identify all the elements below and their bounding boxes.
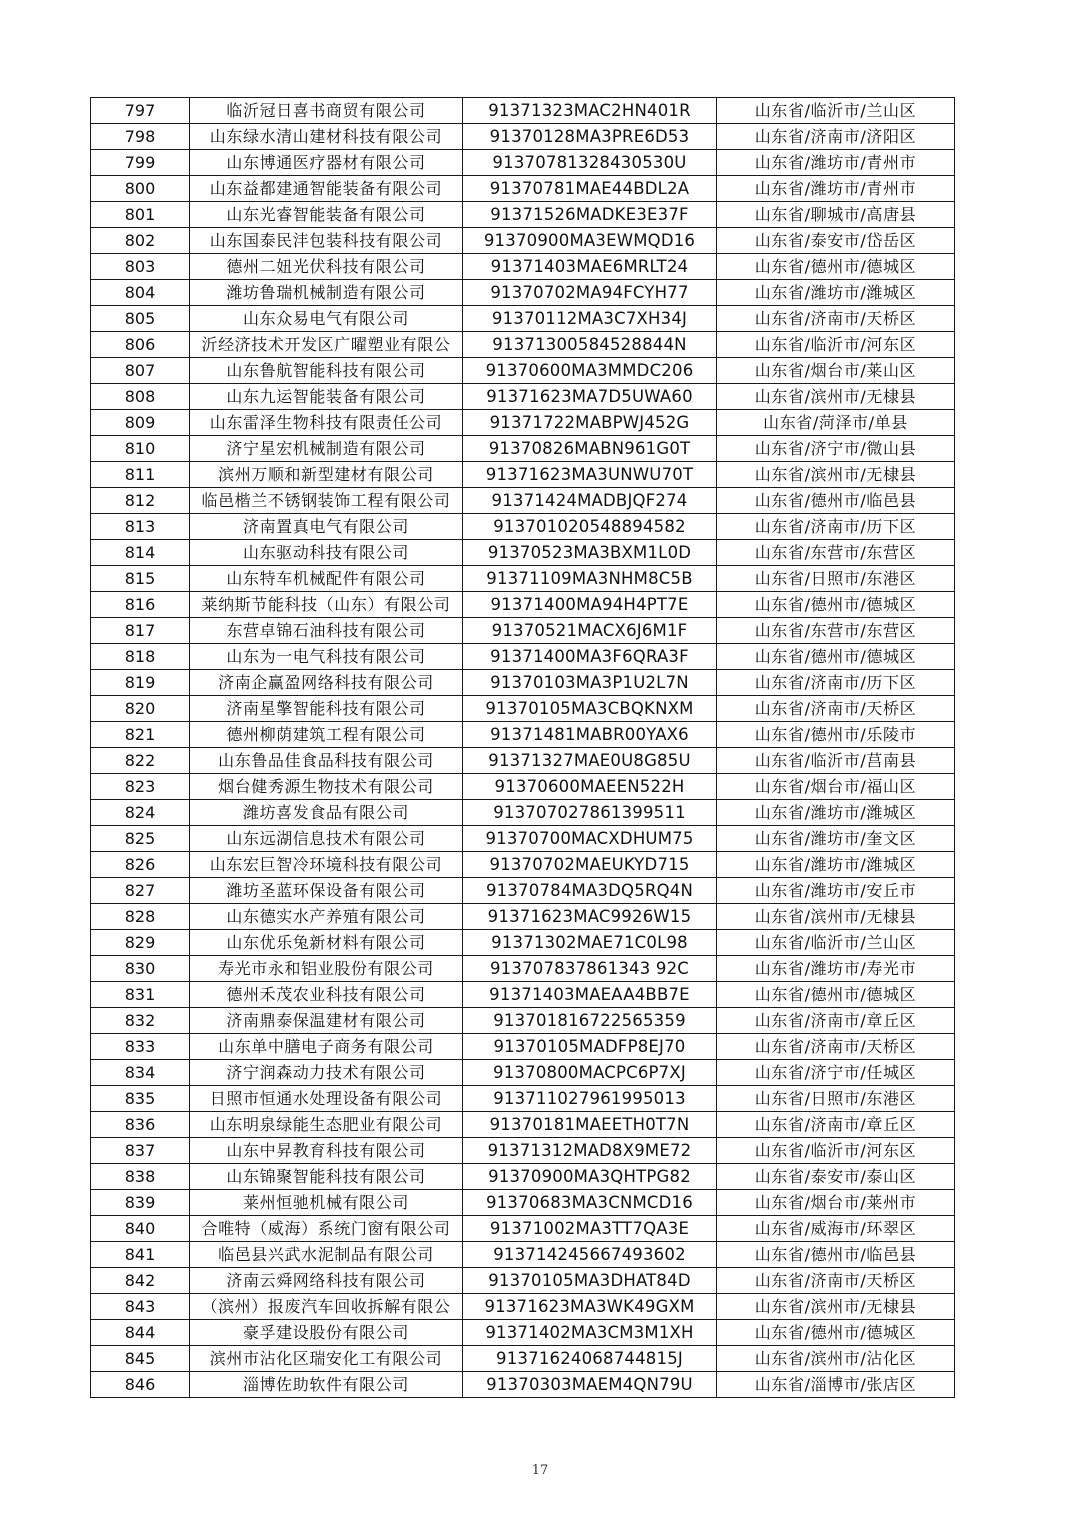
- table-row: [91, 1242, 955, 1268]
- row-index-cell: 822: [91, 748, 190, 774]
- credit-code-cell: 91371623MA3UNWU70T: [463, 462, 717, 488]
- company-name-cell: 山东宏巨智冷环境科技有限公司: [190, 852, 463, 878]
- company-name-cell: 日照市恒通水处理设备有限公司: [190, 1086, 463, 1112]
- company-name-cell: 山东光睿智能装备有限公司: [190, 202, 463, 228]
- credit-code-cell: 91370303MAEM4QN79U: [463, 1372, 717, 1398]
- region-cell: 山东省/菏泽市/单县: [717, 410, 955, 436]
- region-cell: 山东省/东营市/东营区: [717, 540, 955, 566]
- company-name-cell: 济南云舜网络科技有限公司: [190, 1268, 463, 1294]
- region-cell: 山东省/烟台市/莱州市: [717, 1190, 955, 1216]
- table-row: [91, 852, 955, 878]
- row-index-cell: 841: [91, 1242, 190, 1268]
- region-cell: 山东省/德州市/德城区: [717, 1320, 955, 1346]
- row-index-cell: 820: [91, 696, 190, 722]
- region-cell: 山东省/济南市/天桥区: [717, 1034, 955, 1060]
- table-row: [91, 1008, 955, 1034]
- company-name-cell: 临沂冠日喜书商贸有限公司: [190, 98, 463, 124]
- table-row: [91, 930, 955, 956]
- page-number: 17: [531, 1463, 549, 1478]
- table-row: [91, 1138, 955, 1164]
- company-name-cell: 德州二妞光伏科技有限公司: [190, 254, 463, 280]
- company-name-cell: 潍坊圣蓝环保设备有限公司: [190, 878, 463, 904]
- company-name-cell: 莱州恒驰机械有限公司: [190, 1190, 463, 1216]
- credit-code-cell: 91370781328430530U: [463, 150, 717, 176]
- table-row: [91, 254, 955, 280]
- row-index-cell: 842: [91, 1268, 190, 1294]
- region-cell: 山东省/威海市/环翠区: [717, 1216, 955, 1242]
- credit-code-cell: 913701020548894582: [463, 514, 717, 540]
- region-cell: 山东省/济南市/天桥区: [717, 306, 955, 332]
- table-row: [91, 488, 955, 514]
- row-index-cell: 823: [91, 774, 190, 800]
- row-index-cell: 844: [91, 1320, 190, 1346]
- row-index-cell: 828: [91, 904, 190, 930]
- region-cell: 山东省/济南市/章丘区: [717, 1112, 955, 1138]
- row-index-cell: 797: [91, 98, 190, 124]
- region-cell: 山东省/济南市/历下区: [717, 670, 955, 696]
- table-row: [91, 1346, 955, 1372]
- credit-code-cell: 91370105MA3DHAT84D: [463, 1268, 717, 1294]
- row-index-cell: 831: [91, 982, 190, 1008]
- row-index-cell: 801: [91, 202, 190, 228]
- table-row: [91, 1372, 955, 1398]
- row-index-cell: 813: [91, 514, 190, 540]
- table-row: [91, 306, 955, 332]
- region-cell: 山东省/泰安市/岱岳区: [717, 228, 955, 254]
- table-row: [91, 1112, 955, 1138]
- table-row: [91, 462, 955, 488]
- credit-code-cell: 91371722MABPWJ452G: [463, 410, 717, 436]
- region-cell: 山东省/济宁市/微山县: [717, 436, 955, 462]
- credit-code-cell: 91370521MACX6J6M1F: [463, 618, 717, 644]
- credit-code-cell: 91371403MAEAA4BB7E: [463, 982, 717, 1008]
- row-index-cell: 839: [91, 1190, 190, 1216]
- row-index-cell: 834: [91, 1060, 190, 1086]
- credit-code-cell: 913707837861343 92C: [463, 956, 717, 982]
- region-cell: 山东省/德州市/德城区: [717, 644, 955, 670]
- region-cell: 山东省/德州市/乐陵市: [717, 722, 955, 748]
- credit-code-cell: 91370900MA3QHTPG82: [463, 1164, 717, 1190]
- company-name-cell: 潍坊鲁瑞机械制造有限公司: [190, 280, 463, 306]
- row-index-cell: 815: [91, 566, 190, 592]
- credit-code-cell: 91370800MACPC6P7XJ: [463, 1060, 717, 1086]
- table-row: [91, 956, 955, 982]
- table-row: [91, 1268, 955, 1294]
- region-cell: 山东省/德州市/德城区: [717, 982, 955, 1008]
- region-cell: 山东省/潍坊市/奎文区: [717, 826, 955, 852]
- company-name-cell: 临邑楷兰不锈钢装饰工程有限公司: [190, 488, 463, 514]
- region-cell: 山东省/烟台市/福山区: [717, 774, 955, 800]
- company-name-cell: 山东特车机械配件有限公司: [190, 566, 463, 592]
- region-cell: 山东省/潍坊市/潍城区: [717, 852, 955, 878]
- table-row: [91, 150, 955, 176]
- credit-code-cell: 91371400MA3F6QRA3F: [463, 644, 717, 670]
- credit-code-cell: 91371403MAE6MRLT24: [463, 254, 717, 280]
- table-row: [91, 1216, 955, 1242]
- company-name-cell: 豪孚建设股份有限公司: [190, 1320, 463, 1346]
- region-cell: 山东省/济南市/济阳区: [717, 124, 955, 150]
- region-cell: 山东省/滨州市/无棣县: [717, 1294, 955, 1320]
- company-name-cell: 山东优乐兔新材料有限公司: [190, 930, 463, 956]
- credit-code-cell: 91371481MABR00YAX6: [463, 722, 717, 748]
- row-index-cell: 809: [91, 410, 190, 436]
- company-name-cell: 山东益都建通智能装备有限公司: [190, 176, 463, 202]
- credit-code-cell: 91371402MA3CM3M1XH: [463, 1320, 717, 1346]
- credit-code-cell: 91371424MADBJQF274: [463, 488, 717, 514]
- company-name-cell: 山东明泉绿能生态肥业有限公司: [190, 1112, 463, 1138]
- credit-code-cell: 91370112MA3C7XH34J: [463, 306, 717, 332]
- credit-code-cell: 91371302MAE71C0L98: [463, 930, 717, 956]
- row-index-cell: 827: [91, 878, 190, 904]
- table-row: [91, 826, 955, 852]
- credit-code-cell: 91371323MAC2HN401R: [463, 98, 717, 124]
- company-name-cell: 山东雷泽生物科技有限责任公司: [190, 410, 463, 436]
- row-index-cell: 810: [91, 436, 190, 462]
- company-name-cell: 山东中昇教育科技有限公司: [190, 1138, 463, 1164]
- table-row: [91, 982, 955, 1008]
- region-cell: 山东省/临沂市/兰山区: [717, 98, 955, 124]
- table-row: [91, 1164, 955, 1190]
- table-row: [91, 696, 955, 722]
- company-name-cell: 德州柳荫建筑工程有限公司: [190, 722, 463, 748]
- credit-code-cell: 91370781MAE44BDL2A: [463, 176, 717, 202]
- company-name-cell: 合唯特（威海）系统门窗有限公司: [190, 1216, 463, 1242]
- row-index-cell: 846: [91, 1372, 190, 1398]
- region-cell: 山东省/德州市/临邑县: [717, 1242, 955, 1268]
- company-name-cell: 山东鲁品佳食品科技有限公司: [190, 748, 463, 774]
- credit-code-cell: 91371109MA3NHM8C5B: [463, 566, 717, 592]
- region-cell: 山东省/德州市/德城区: [717, 592, 955, 618]
- region-cell: 山东省/潍坊市/安丘市: [717, 878, 955, 904]
- row-index-cell: 829: [91, 930, 190, 956]
- company-name-cell: 济南置真电气有限公司: [190, 514, 463, 540]
- table-row: [91, 644, 955, 670]
- row-index-cell: 818: [91, 644, 190, 670]
- company-name-cell: 山东国泰民沣包装科技有限公司: [190, 228, 463, 254]
- region-cell: 山东省/济宁市/任城区: [717, 1060, 955, 1086]
- table-row: [91, 124, 955, 150]
- row-index-cell: 799: [91, 150, 190, 176]
- company-name-cell: 寿光市永和铝业股份有限公司: [190, 956, 463, 982]
- table-row: [91, 618, 955, 644]
- credit-code-cell: 91370600MAEEN522H: [463, 774, 717, 800]
- table-row: [91, 358, 955, 384]
- table-row: [91, 228, 955, 254]
- table-row: [91, 1086, 955, 1112]
- company-name-cell: 沂经济技术开发区广曜塑业有限公: [190, 332, 463, 358]
- company-name-cell: 山东九运智能装备有限公司: [190, 384, 463, 410]
- credit-code-cell: 91370900MA3EWMQD16: [463, 228, 717, 254]
- table-row: [91, 566, 955, 592]
- company-name-cell: 山东单中膳电子商务有限公司: [190, 1034, 463, 1060]
- company-name-cell: （滨州）报废汽车回收拆解有限公: [190, 1294, 463, 1320]
- row-index-cell: 838: [91, 1164, 190, 1190]
- region-cell: 山东省/淄博市/张店区: [717, 1372, 955, 1398]
- row-index-cell: 817: [91, 618, 190, 644]
- credit-code-cell: 91370826MABN961G0T: [463, 436, 717, 462]
- credit-code-cell: 91370105MADFP8EJ70: [463, 1034, 717, 1060]
- table-row: [91, 592, 955, 618]
- table-row: [91, 280, 955, 306]
- company-name-cell: 山东驱动科技有限公司: [190, 540, 463, 566]
- company-name-cell: 山东绿水清山建材科技有限公司: [190, 124, 463, 150]
- table-row: [91, 1320, 955, 1346]
- company-name-cell: 山东远湖信息技术有限公司: [190, 826, 463, 852]
- company-name-cell: 潍坊喜发食品有限公司: [190, 800, 463, 826]
- region-cell: 山东省/滨州市/无棣县: [717, 904, 955, 930]
- row-index-cell: 825: [91, 826, 190, 852]
- credit-code-cell: 91370181MAEETH0T7N: [463, 1112, 717, 1138]
- row-index-cell: 830: [91, 956, 190, 982]
- row-index-cell: 804: [91, 280, 190, 306]
- row-index-cell: 832: [91, 1008, 190, 1034]
- region-cell: 山东省/济南市/天桥区: [717, 696, 955, 722]
- row-index-cell: 802: [91, 228, 190, 254]
- company-name-cell: 山东为一电气科技有限公司: [190, 644, 463, 670]
- region-cell: 山东省/临沂市/兰山区: [717, 930, 955, 956]
- table-row: [91, 202, 955, 228]
- region-cell: 山东省/德州市/德城区: [717, 254, 955, 280]
- credit-code-cell: 913707027861399511: [463, 800, 717, 826]
- table-row: [91, 1034, 955, 1060]
- credit-code-cell: 91371400MA94H4PT7E: [463, 592, 717, 618]
- row-index-cell: 803: [91, 254, 190, 280]
- credit-code-cell: 913701816722565359: [463, 1008, 717, 1034]
- credit-code-cell: 913714245667493602: [463, 1242, 717, 1268]
- table-row: [91, 1190, 955, 1216]
- row-index-cell: 837: [91, 1138, 190, 1164]
- row-index-cell: 798: [91, 124, 190, 150]
- region-cell: 山东省/潍坊市/寿光市: [717, 956, 955, 982]
- region-cell: 山东省/济南市/历下区: [717, 514, 955, 540]
- company-name-cell: 济南星擎智能科技有限公司: [190, 696, 463, 722]
- region-cell: 山东省/日照市/东港区: [717, 566, 955, 592]
- row-index-cell: 808: [91, 384, 190, 410]
- credit-code-cell: 91370523MA3BXM1L0D: [463, 540, 717, 566]
- credit-code-cell: 91371526MADKE3E37F: [463, 202, 717, 228]
- table-row: [91, 540, 955, 566]
- table-row: [91, 722, 955, 748]
- row-index-cell: 816: [91, 592, 190, 618]
- company-name-cell: 山东德实水产养殖有限公司: [190, 904, 463, 930]
- row-index-cell: 840: [91, 1216, 190, 1242]
- region-cell: 山东省/滨州市/沾化区: [717, 1346, 955, 1372]
- region-cell: 山东省/潍坊市/潍城区: [717, 800, 955, 826]
- company-name-cell: 山东锦聚智能科技有限公司: [190, 1164, 463, 1190]
- credit-code-cell: 91370784MA3DQ5RQ4N: [463, 878, 717, 904]
- company-name-cell: 淄博佐助软件有限公司: [190, 1372, 463, 1398]
- table-row: [91, 800, 955, 826]
- region-cell: 山东省/济南市/章丘区: [717, 1008, 955, 1034]
- credit-code-cell: 913711027961995013: [463, 1086, 717, 1112]
- credit-code-cell: 91371327MAE0U8G85U: [463, 748, 717, 774]
- region-cell: 山东省/滨州市/无棣县: [717, 462, 955, 488]
- row-index-cell: 814: [91, 540, 190, 566]
- company-name-cell: 德州禾茂农业科技有限公司: [190, 982, 463, 1008]
- table-row: [91, 1060, 955, 1086]
- credit-code-cell: 91371624068744815J: [463, 1346, 717, 1372]
- table-row: [91, 436, 955, 462]
- company-name-cell: 临邑县兴武水泥制品有限公司: [190, 1242, 463, 1268]
- row-index-cell: 835: [91, 1086, 190, 1112]
- region-cell: 山东省/临沂市/河东区: [717, 332, 955, 358]
- row-index-cell: 800: [91, 176, 190, 202]
- credit-code-cell: 91370600MA3MMDC206: [463, 358, 717, 384]
- company-name-cell: 济南企赢盈网络科技有限公司: [190, 670, 463, 696]
- table-row: [91, 98, 955, 124]
- table-row: [91, 1294, 955, 1320]
- row-index-cell: 824: [91, 800, 190, 826]
- table-row: [91, 384, 955, 410]
- table-row: [91, 904, 955, 930]
- company-name-cell: 烟台健秀源生物技术有限公司: [190, 774, 463, 800]
- region-cell: 山东省/泰安市/泰山区: [717, 1164, 955, 1190]
- region-cell: 山东省/日照市/东港区: [717, 1086, 955, 1112]
- row-index-cell: 843: [91, 1294, 190, 1320]
- company-name-cell: 山东鲁航智能科技有限公司: [190, 358, 463, 384]
- region-cell: 山东省/潍坊市/青州市: [717, 176, 955, 202]
- credit-code-cell: 91370683MA3CNMCD16: [463, 1190, 717, 1216]
- region-cell: 山东省/东营市/东营区: [717, 618, 955, 644]
- row-index-cell: 812: [91, 488, 190, 514]
- region-cell: 山东省/济南市/天桥区: [717, 1268, 955, 1294]
- row-index-cell: 805: [91, 306, 190, 332]
- region-cell: 山东省/滨州市/无棣县: [717, 384, 955, 410]
- credit-code-cell: 91371002MA3TT7QA3E: [463, 1216, 717, 1242]
- credit-code-cell: 91371623MA3WK49GXM: [463, 1294, 717, 1320]
- company-name-cell: 滨州万顺和新型建材有限公司: [190, 462, 463, 488]
- credit-code-cell: 91370700MACXDHUM75: [463, 826, 717, 852]
- region-cell: 山东省/聊城市/高唐县: [717, 202, 955, 228]
- credit-code-cell: 91370702MAEUKYD715: [463, 852, 717, 878]
- row-index-cell: 807: [91, 358, 190, 384]
- company-name-cell: 济宁星宏机械制造有限公司: [190, 436, 463, 462]
- credit-code-cell: 91370128MA3PRE6D53: [463, 124, 717, 150]
- table-row: [91, 774, 955, 800]
- table-row: [91, 332, 955, 358]
- region-cell: 山东省/烟台市/莱山区: [717, 358, 955, 384]
- region-cell: 山东省/德州市/临邑县: [717, 488, 955, 514]
- company-name-cell: 滨州市沾化区瑞安化工有限公司: [190, 1346, 463, 1372]
- company-name-cell: 山东众易电气有限公司: [190, 306, 463, 332]
- region-cell: 山东省/临沂市/河东区: [717, 1138, 955, 1164]
- region-cell: 山东省/临沂市/莒南县: [717, 748, 955, 774]
- region-cell: 山东省/潍坊市/青州市: [717, 150, 955, 176]
- row-index-cell: 811: [91, 462, 190, 488]
- table-row: [91, 176, 955, 202]
- table-row: [91, 410, 955, 436]
- credit-code-cell: 91371312MAD8X9ME72: [463, 1138, 717, 1164]
- credit-code-cell: 91370702MA94FCYH77: [463, 280, 717, 306]
- company-name-cell: 莱纳斯节能科技（山东）有限公司: [190, 592, 463, 618]
- credit-code-cell: 91371623MA7D5UWA60: [463, 384, 717, 410]
- row-index-cell: 826: [91, 852, 190, 878]
- company-name-cell: 东营卓锦石油科技有限公司: [190, 618, 463, 644]
- company-name-cell: 山东博通医疗器材有限公司: [190, 150, 463, 176]
- row-index-cell: 836: [91, 1112, 190, 1138]
- credit-code-cell: 91370103MA3P1U2L7N: [463, 670, 717, 696]
- row-index-cell: 821: [91, 722, 190, 748]
- table-row: [91, 748, 955, 774]
- credit-code-cell: 91370105MA3CBQKNXM: [463, 696, 717, 722]
- table-row: [91, 670, 955, 696]
- row-index-cell: 833: [91, 1034, 190, 1060]
- credit-code-cell: 91371623MAC9926W15: [463, 904, 717, 930]
- credit-code-cell: 91371300584528844N: [463, 332, 717, 358]
- row-index-cell: 806: [91, 332, 190, 358]
- region-cell: 山东省/潍坊市/潍城区: [717, 280, 955, 306]
- company-table: [90, 97, 955, 1398]
- row-index-cell: 819: [91, 670, 190, 696]
- company-name-cell: 济宁润森动力技术有限公司: [190, 1060, 463, 1086]
- table-row: [91, 878, 955, 904]
- table-row: [91, 514, 955, 540]
- row-index-cell: 845: [91, 1346, 190, 1372]
- company-name-cell: 济南鼎泰保温建材有限公司: [190, 1008, 463, 1034]
- company-table-body: [91, 98, 955, 1398]
